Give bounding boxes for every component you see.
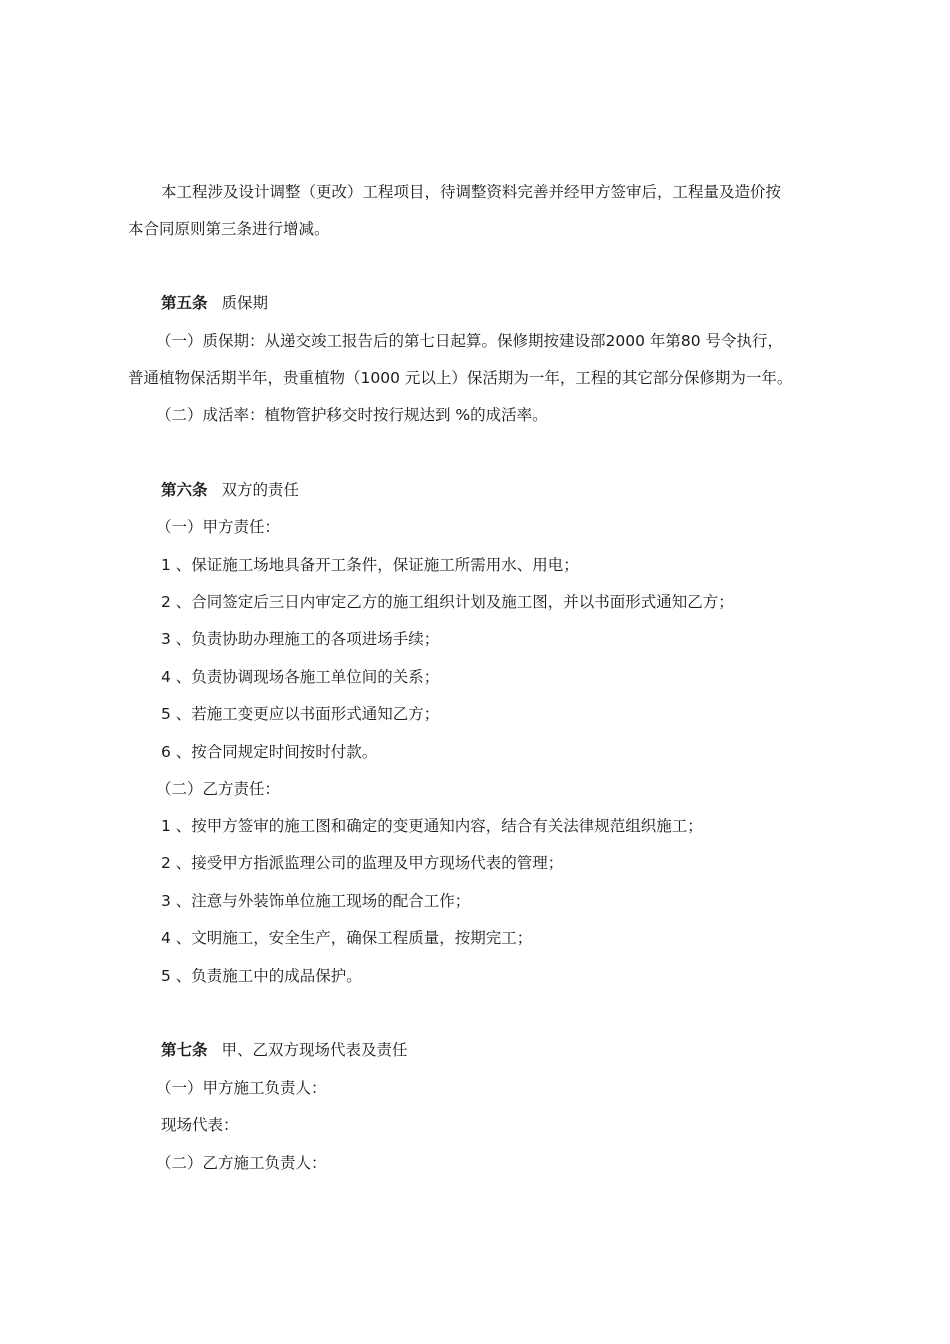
article-6-party-b-item: 5 、负责施工中的成品保护。	[161, 967, 362, 985]
article-5-heading	[161, 293, 268, 313]
article-5-item-2: （二）成活率：植物管护移交时按行规达到 %的成活率。	[156, 406, 548, 424]
intro-line-1: 本工程涉及设计调整（更改）工程项目，待调整资料完善并经甲方签审后，工程量及造价按	[161, 183, 782, 201]
article-6-party-a-item: 4 、负责协调现场各施工单位间的关系；	[161, 668, 440, 686]
article-6-heading	[161, 480, 299, 500]
article-6-party-a-item: 2 、合同签定后三日内审定乙方的施工组织计划及施工图，并以书面形式通知乙方；	[161, 593, 734, 611]
article-5-item-1-line-2: 普通植物保活期半年，贵重植物（1000 元以上）保活期为一年，工程的其它部分保修期为一年。	[128, 369, 793, 387]
intro-line-2: 本合同原则第三条进行增减。	[128, 220, 330, 238]
article-6-party-b-item: 2 、接受甲方指派监理公司的监理及甲方现场代表的管理；	[161, 854, 564, 872]
article-6-party-a-header: （一）甲方责任：	[156, 518, 281, 536]
article-7-title: 甲、乙双方现场代表及责任	[221, 1041, 408, 1059]
article-6-title: 双方的责任	[221, 481, 300, 499]
article-7-label: 第七条	[161, 1041, 208, 1059]
article-5-title: 质保期	[221, 294, 269, 312]
article-6-label: 第六条	[161, 481, 208, 499]
article-7-heading	[161, 1040, 408, 1060]
article-6-party-a-item: 3 、负责协助办理施工的各项进场手续；	[161, 630, 440, 648]
article-5-label: 第五条	[161, 294, 208, 312]
article-6-party-b-item: 4 、文明施工，安全生产，确保工程质量，按期完工；	[161, 929, 533, 947]
article-5-item-1-line-1: （一）质保期：从递交竣工报告后的第七日起算。保修期按建设部2000 年第80 号令执行，	[156, 332, 784, 350]
article-6-party-b-item: 1 、按甲方签审的施工图和确定的变更通知内容，结合有关法律规范组织施工；	[161, 817, 703, 835]
article-6-party-a-item: 6 、按合同规定时间按时付款。	[161, 743, 378, 761]
article-7-party-a-header: （一）甲方施工负责人：	[156, 1079, 327, 1097]
article-7-party-b-header: （二）乙方施工负责人：	[156, 1154, 327, 1172]
article-7-site-rep: 现场代表：	[161, 1116, 239, 1134]
article-6-party-b-header: （二）乙方责任：	[156, 780, 281, 798]
article-6-party-a-item: 1 、保证施工场地具备开工条件，保证施工所需用水、用电；	[161, 556, 579, 574]
article-6-party-a-item: 5 、若施工变更应以书面形式通知乙方；	[161, 705, 440, 723]
article-6-party-b-item: 3 、注意与外装饰单位施工现场的配合工作；	[161, 892, 471, 910]
